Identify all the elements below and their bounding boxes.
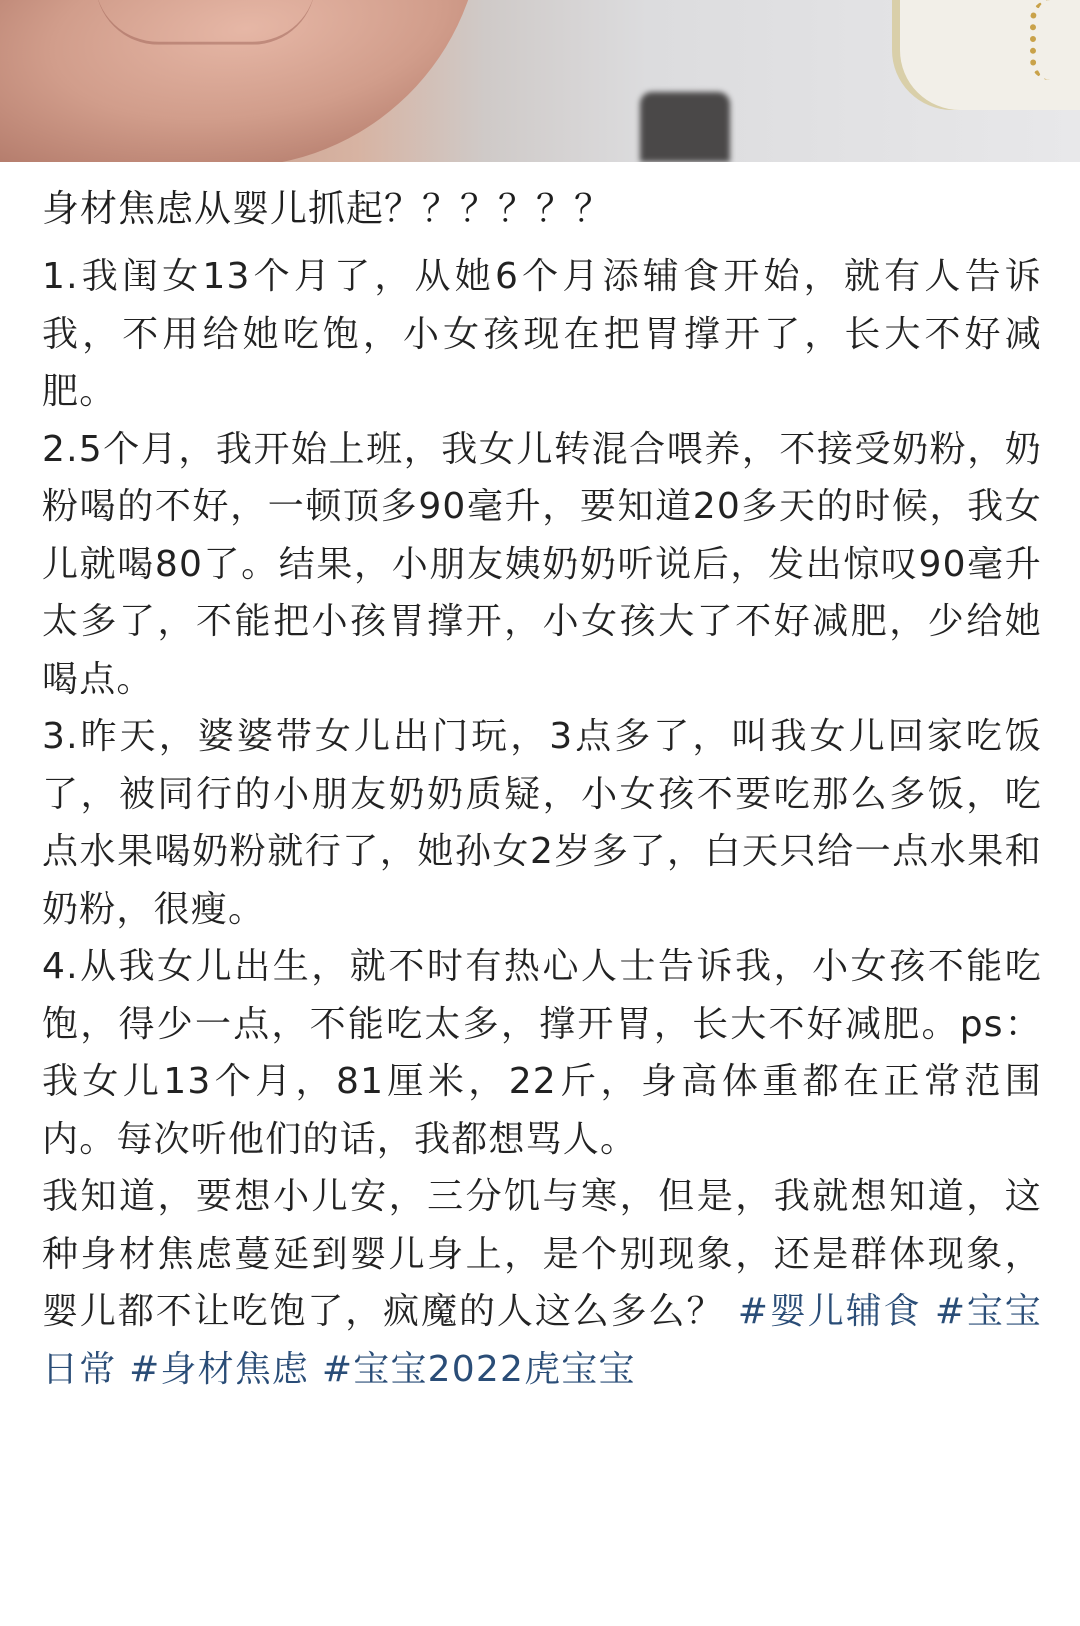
closing-paragraph xyxy=(42,1168,1042,1398)
paragraph-3: 3.昨天，婆婆带女儿出门玩，3点多了，叫我女儿回家吃饭了，被同行的小朋友奶奶质疑，小女孩不要吃那么多饭，吃点水果喝奶粉就行了，她孙女2岁多了，白天只给一点水果和奶粉，很瘦。 xyxy=(42,716,1042,930)
closing-text: 我知道，要想小儿安，三分饥与寒，但是，我就想知道，这种身材焦虑蔓延到婴儿身上，是个别现象，还是群体现象，婴儿都不让吃饱了，疯魔的人这么多么？ xyxy=(42,1176,1042,1332)
hand-crease xyxy=(95,0,315,45)
paragraph-2: 2.5个月，我开始上班，我女儿转混合喂养，不接受奶粉，奶粉喝的不好，一顿顶多90毫升，要知道20多天的时候，我女儿就喝80了。结果，小朋友姨奶奶听说后，发出惊叹90毫升太多了，不能把小孩胃撑开，小女孩大了不好减肥，少给她喝点。 xyxy=(42,428,1042,700)
paragraph-4: 4.从我女儿出生，就不时有热心人士告诉我，小女孩不能吃饱，得少一点，不能吃太多，撑开胃，长大不好减肥。ps：我女儿13个月，81厘米，22斤，身高体重都在正常范围内。每次听他们的话，我都想骂人。 xyxy=(42,946,1042,1160)
hashtag-baby-daily[interactable]: #宝宝日常 xyxy=(42,1291,1042,1390)
hand-image-region xyxy=(0,0,515,162)
post-title: 身材焦虑从婴儿抓起？？？？？？ xyxy=(42,187,612,230)
post-body xyxy=(42,170,1042,1398)
gold-chain-image-region xyxy=(1030,0,1076,80)
hashtag-tiger-baby-2022[interactable]: #宝宝2022虎宝宝 xyxy=(321,1348,636,1390)
paragraph-1: 1.我闺女13个月了，从她6个月添辅食开始，就有人告诉我，不用给她吃饱，小女孩现在把胃撑开了，长大不好减肥。 xyxy=(42,256,1042,412)
hashtag-infant-food[interactable]: #婴儿辅食 xyxy=(737,1291,922,1332)
dark-object-image-region xyxy=(640,92,730,162)
post-photo[interactable] xyxy=(0,0,1080,162)
hashtag-body-anxiety[interactable]: #身材焦虑 xyxy=(129,1348,310,1390)
